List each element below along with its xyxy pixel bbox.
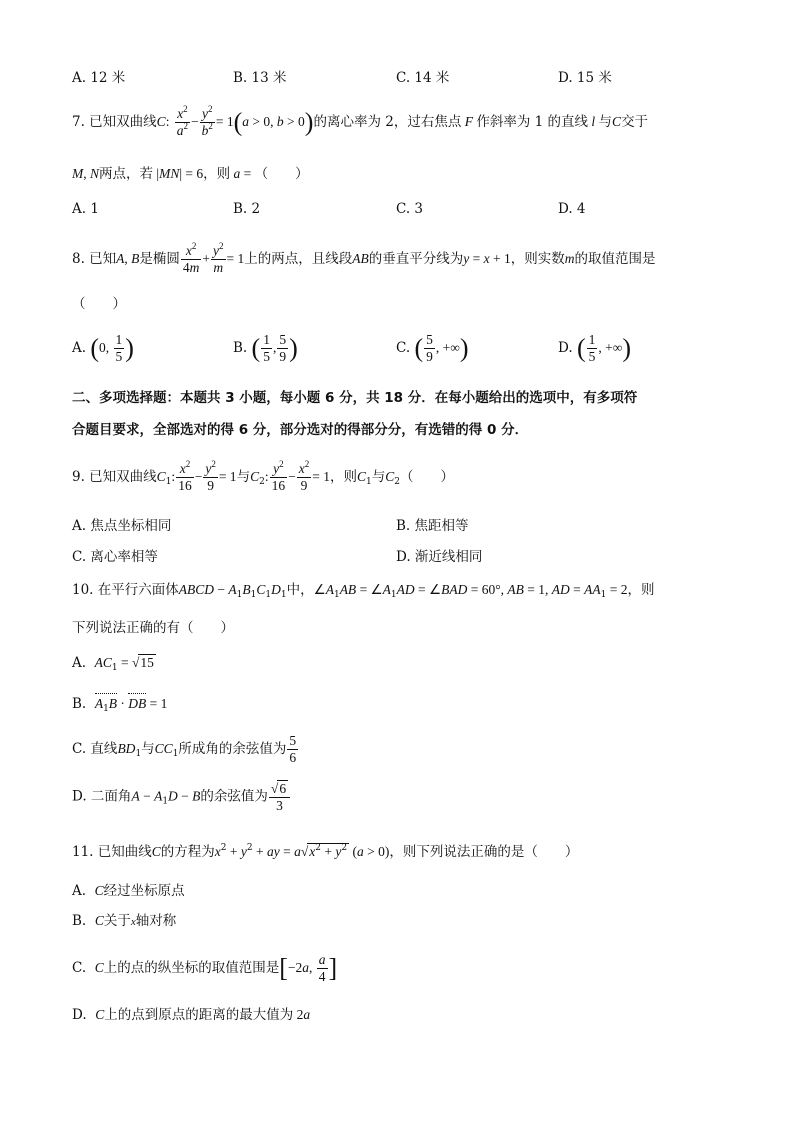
question-10-stem: 10. 在平行六面体ABCD − $A_1B_1C_1D_1$中，$\angle A_1AB$ = $\angle A_1AD$ = ∠BAD = 60°, AB = 1, AD = $AA_1 = 2$，则 <box>72 582 655 600</box>
q11-option-a: A. C经过坐标原点 <box>72 883 185 899</box>
q9-option-d: D. 渐近线相同 <box>396 549 483 565</box>
section-2-heading-line2: 合题目要求，全部选对的得 6 分，部分选对的得部分分，有选错的得 0 分． <box>72 422 529 438</box>
q9-option-c: C. 离心率相等 <box>72 549 158 565</box>
q6-option-b: B. 13 米 <box>233 70 287 86</box>
question-7-stem: 7. 已知双曲线C: $\frac{x^2}{a^2}$ − $\frac{y^2}{b^2}$ = 1(a > 0, b > 0)的离心率为 2，过右焦点 F 作斜率为 1 的直线 l 与C交于 <box>72 104 649 138</box>
q7-option-d: D. 4 <box>558 201 586 217</box>
q6-option-a: A. 12 米 <box>72 70 126 86</box>
q6-option-c: C. 14 米 <box>396 70 450 86</box>
q7-option-b: B. 2 <box>233 201 261 217</box>
q9-option-b: B. 焦距相等 <box>396 518 469 534</box>
question-8-paren: （ ） <box>72 296 126 312</box>
q11-option-c: C. C上的点的纵坐标的取值范围是[−2a, $\frac{a}{4}$ ] <box>72 952 338 984</box>
q7-option-a: A. 1 <box>72 201 99 217</box>
section-2-heading-line1: 二、多项选择题：本题共 3 小题，每小题 6 分，共 18 分．在每小题给出的选项中，有多项符 <box>72 390 638 406</box>
q10-option-a: A. $AC_1 = √15$ <box>72 655 154 673</box>
q8-option-d: D. ( $\frac{1}{5}$ , +∞) <box>558 332 632 364</box>
q11-option-b: B. C关于x轴对称 <box>72 913 177 929</box>
q7-option-c: C. 3 <box>396 201 424 217</box>
q9-option-a: A. 焦点坐标相同 <box>72 518 172 534</box>
question-11-stem: 11. 已知曲线C的方程为$x^2 + y^2$ + ay = $a√x^2 + y^2$ (a > 0)，则下列说法正确的是（ ） <box>72 843 579 860</box>
q11-option-d: D. C上的点到原点的距离的最大值为 2a <box>72 1007 311 1023</box>
q10-option-c: C. 直线$BD_1$与$CC_1$所成角的余弦值为 $\frac{5}{6}$ <box>72 733 297 765</box>
q6-option-d: D. 15 米 <box>558 70 612 86</box>
q8-option-b: B. ( $\frac{1}{5}$ , $\frac{5}{9}$ ) <box>233 332 298 364</box>
question-7-stem-cont: M, N两点，若 |MN| = 6，则 a = （ ） <box>72 166 309 182</box>
q8-option-a: A. (0, $\frac{1}{5}$ ) <box>72 332 134 364</box>
question-10-stem-cont: 下列说法正确的有（ ） <box>72 620 234 636</box>
question-8-stem: 8. 已知A, B是椭圆 $\frac{x^2}{4m}$ + $\frac{y^2}{m}$ = 1上的两点，且线段AB的垂直平分线为y = x + 1，则实数m的取值范围是 <box>72 241 656 275</box>
q10-option-d: D. 二面角$A - A_1D - B$的余弦值为 $\frac{√6}{3}$ <box>72 780 291 814</box>
q10-option-b: B. $A_1B$ · DB = 1 <box>72 696 168 714</box>
q8-option-c: C. ( $\frac{5}{9}$ , +∞) <box>396 332 469 364</box>
question-9-stem: 9. 已知双曲线$C_1$: $\frac{x^2}{16}$ − $\frac{y^2}{9}$ = 1与$C_2$: $\frac{y^2}{16}$ − $\frac{x^2}{9}$ = 1，则$C_1$与$C_2$（ ） <box>72 459 454 493</box>
